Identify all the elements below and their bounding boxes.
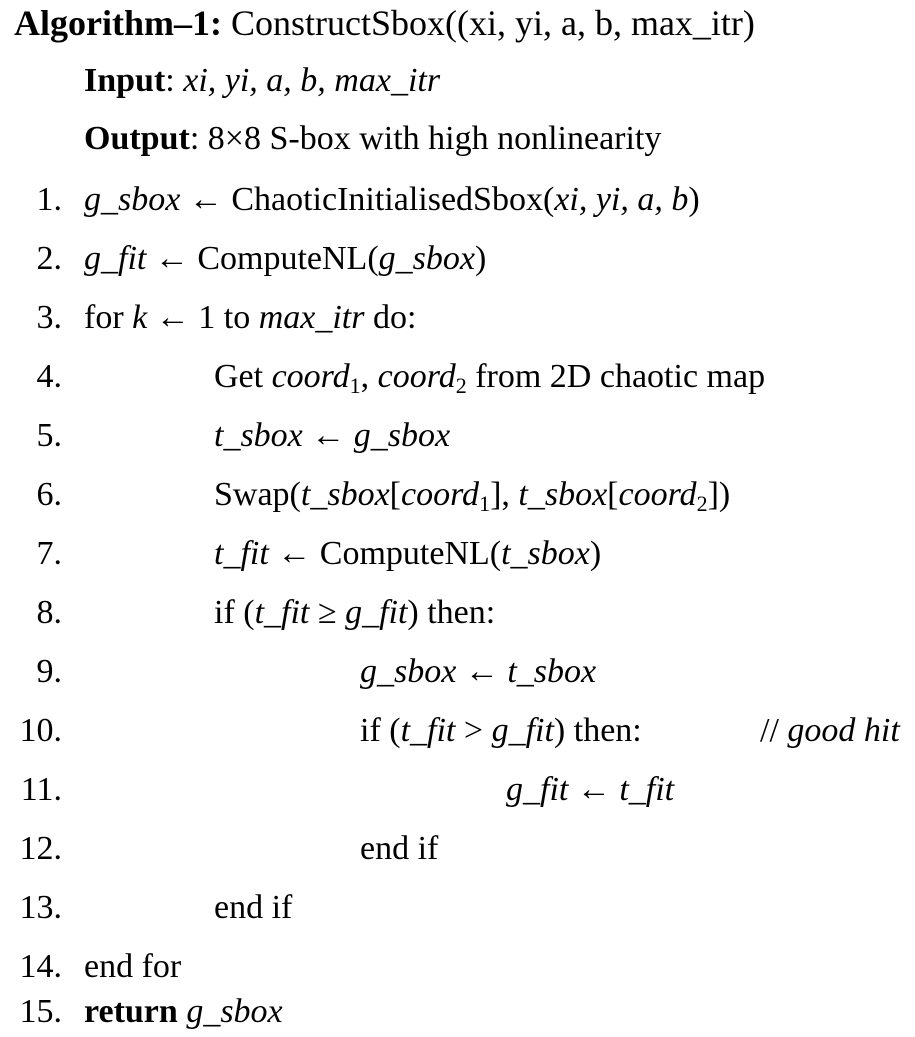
code-line-4: [0, 355, 915, 399]
output-line: Output: 8×8 S-box with high nonlinearity: [84, 120, 662, 157]
output-label: Output: [84, 120, 190, 157]
output-desc: 8×8 S-box with high nonlinearity: [207, 120, 662, 157]
input-label: Input: [84, 62, 166, 99]
code-line-14: [0, 945, 915, 989]
code-line-8: [0, 591, 915, 635]
line-code: t_sbox ← g_sbox: [214, 417, 451, 454]
code-line-15: [0, 990, 915, 1034]
code-line-1: [0, 178, 915, 222]
line-number: 13.: [19, 889, 62, 926]
algorithm-signature: ConstructSbox((xi, yi, a, b, max_itr): [230, 3, 755, 43]
line-number: 8.: [36, 594, 62, 631]
line-code: Swap(t_sbox[coord$_1$], t_sbox[coord$_2$]): [214, 476, 731, 516]
line-number: 3.: [36, 299, 62, 336]
line-code: end if: [360, 830, 439, 867]
code-comment: // good hit: [760, 712, 900, 749]
line-code: if (t_fit ≥ g_fit) then:: [214, 594, 496, 631]
code-line-3: [0, 296, 915, 340]
code-line-9: [0, 650, 915, 694]
code-line-12: [0, 827, 915, 871]
line-number: 15.: [19, 993, 62, 1030]
line-code: if (t_fit > g_fit) then:: [360, 712, 642, 749]
code-line-2: [0, 237, 915, 281]
line-code: t_fit ← ComputeNL(t_sbox): [214, 535, 602, 572]
line-number: 5.: [36, 417, 62, 454]
line-code: for k ← 1 to max_itr do:: [84, 299, 417, 336]
line-code: end for: [84, 948, 182, 985]
line-code: g_sbox ← t_sbox: [360, 653, 597, 690]
code-line-13: [0, 886, 915, 930]
line-code: g_fit ← ComputeNL(g_sbox): [84, 240, 487, 277]
line-number: 9.: [36, 653, 62, 690]
code-line-5: [0, 414, 915, 458]
line-code: return g_sbox: [84, 993, 283, 1030]
line-code: Get coord$_1$, coord$_2$ from 2D chaotic map: [214, 358, 766, 398]
code-line-10: [0, 709, 915, 753]
line-code: g_fit ← t_fit: [506, 771, 675, 808]
line-number: 14.: [19, 948, 62, 985]
line-number: 10.: [19, 712, 62, 749]
line-number: 7.: [36, 535, 62, 572]
line-number: 12.: [19, 830, 62, 867]
line-code: end if: [214, 889, 293, 926]
algorithm-label: Algorithm–1:: [14, 3, 222, 43]
algorithm-title: [14, 2, 755, 44]
line-number: 2.: [36, 240, 62, 277]
line-code: g_sbox ← ChaoticInitialisedSbox(xi, yi, a, b): [84, 181, 700, 218]
code-line-6: [0, 473, 915, 517]
line-number: 4.: [36, 358, 62, 395]
code-line-7: [0, 532, 915, 576]
line-number: 6.: [36, 476, 62, 513]
code-line-11: [0, 768, 915, 812]
input-line: Input: xi, yi, a, b, max_itr: [84, 62, 441, 99]
line-number: 11.: [20, 771, 62, 808]
input-params: xi, yi, a, b, max_itr: [183, 62, 441, 99]
line-number: 1.: [36, 181, 62, 218]
